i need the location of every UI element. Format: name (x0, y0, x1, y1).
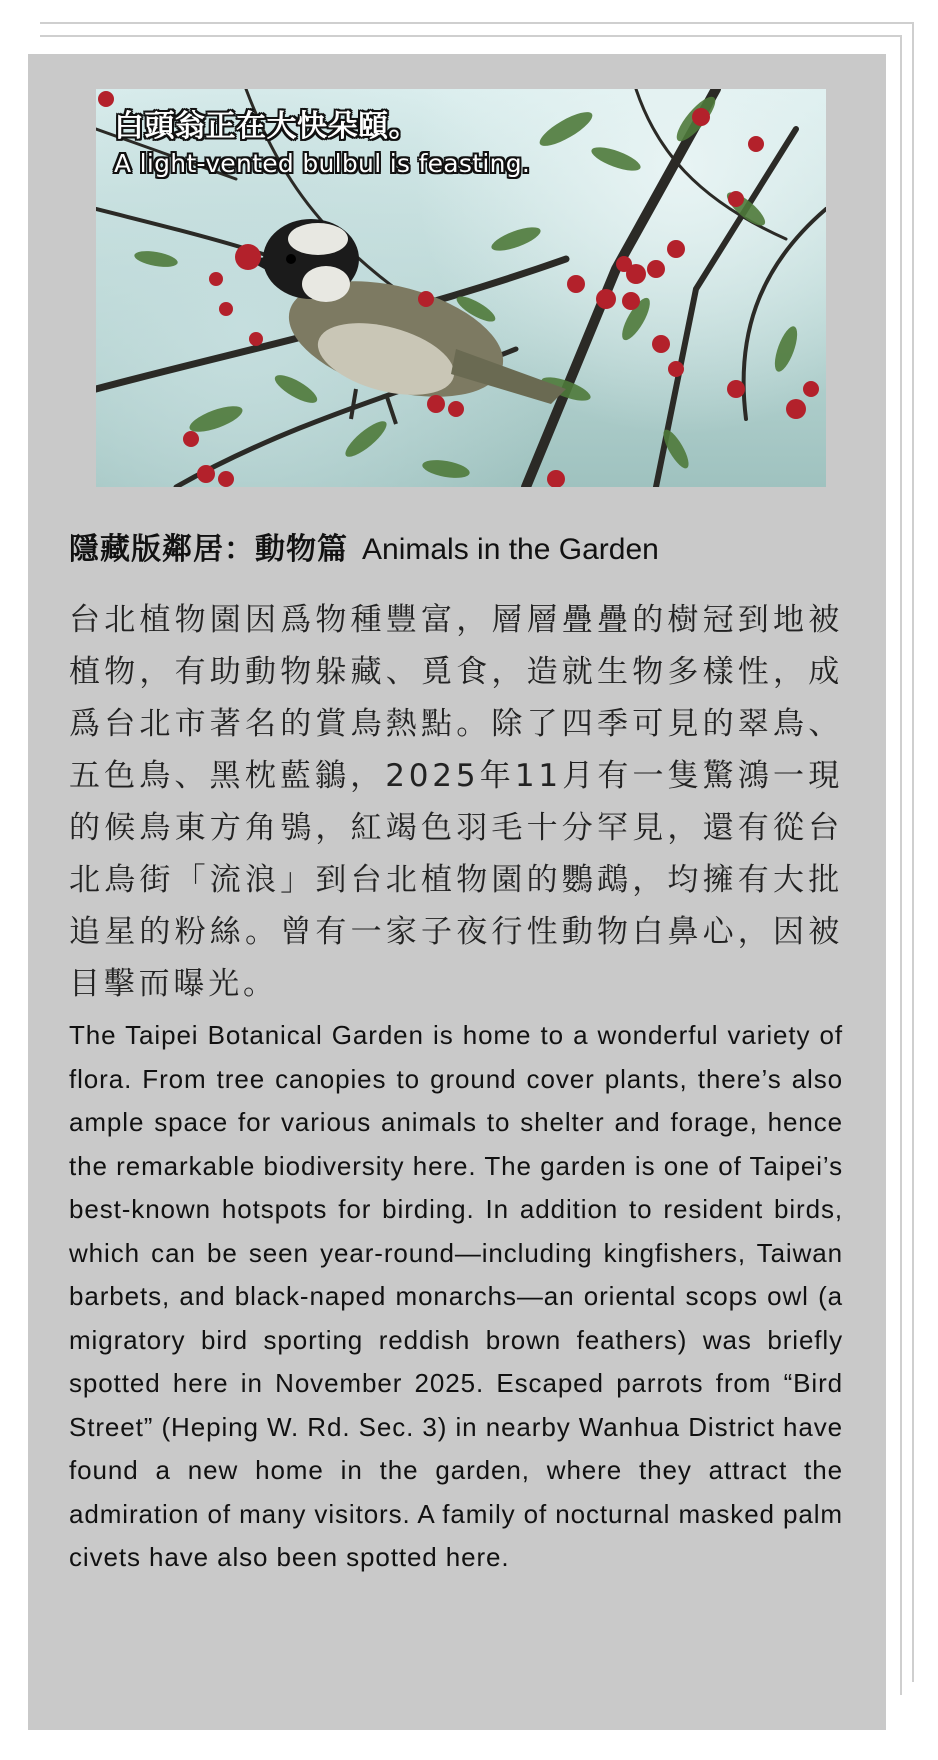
body-text-zh: 台北植物園因爲物種豐富，層層疊疊的樹冠到地被植物，有助動物躲藏、覓食，造就生物多樣性，成爲台北市著名的賞鳥熱點。除了四季可見的翠鳥、五色鳥、黑枕藍鶲，2025年11月有一隻驚鴻一現的候鳥東方角鴞，紅竭色羽毛十分罕見，還有從台北鳥街「流浪」到台北植物園的鸚鵡，均擁有大批追星的粉絲。曾有一家子夜行性動物白鼻心，因被目擊而曝光。 (69, 602, 843, 1002)
frame-line-top-outer (40, 22, 912, 24)
photo-caption-zh: 白頭翁正在大快朵頤。 (114, 109, 419, 144)
section-title-en: Animals in the Garden (362, 533, 659, 566)
body-text-en: The Taipei Botanical Garden is home to a wonderful variety of flora. From tree canopies to ground cover plants, there’s also ample space for various animals to shelter and forage, hence the remarkable biodiversity here. The garden is one of Taipei’s best-known hotspots for birding. In addition to resident birds, which can be seen year-round—including kingfishers, Taiwan barbets, and black-naped monarchs—an oriental scops owl (a migratory bird sporting reddish brown feathers) was briefly spotted here in November 2025. Escaped parrots from “Bird Street” (Heping W. Rd. Sec. 3) in nearby Wanhua District have found a new home in the garden, where they attract the admiration of many visitors. A family of nocturnal masked palm civets have also been spotted here. (69, 1020, 843, 1572)
bird-photo (96, 89, 826, 487)
frame-line-right-inner (900, 35, 902, 1695)
frame-line-top-inner (40, 35, 900, 37)
section-title-zh: 隱藏版鄰居：動物篇 (69, 532, 348, 567)
photo-caption-en: A light-vented bulbul is feasting. (114, 149, 531, 178)
section-heading (69, 524, 849, 568)
article-panel (28, 54, 886, 1730)
frame-line-right-outer (912, 22, 914, 1682)
